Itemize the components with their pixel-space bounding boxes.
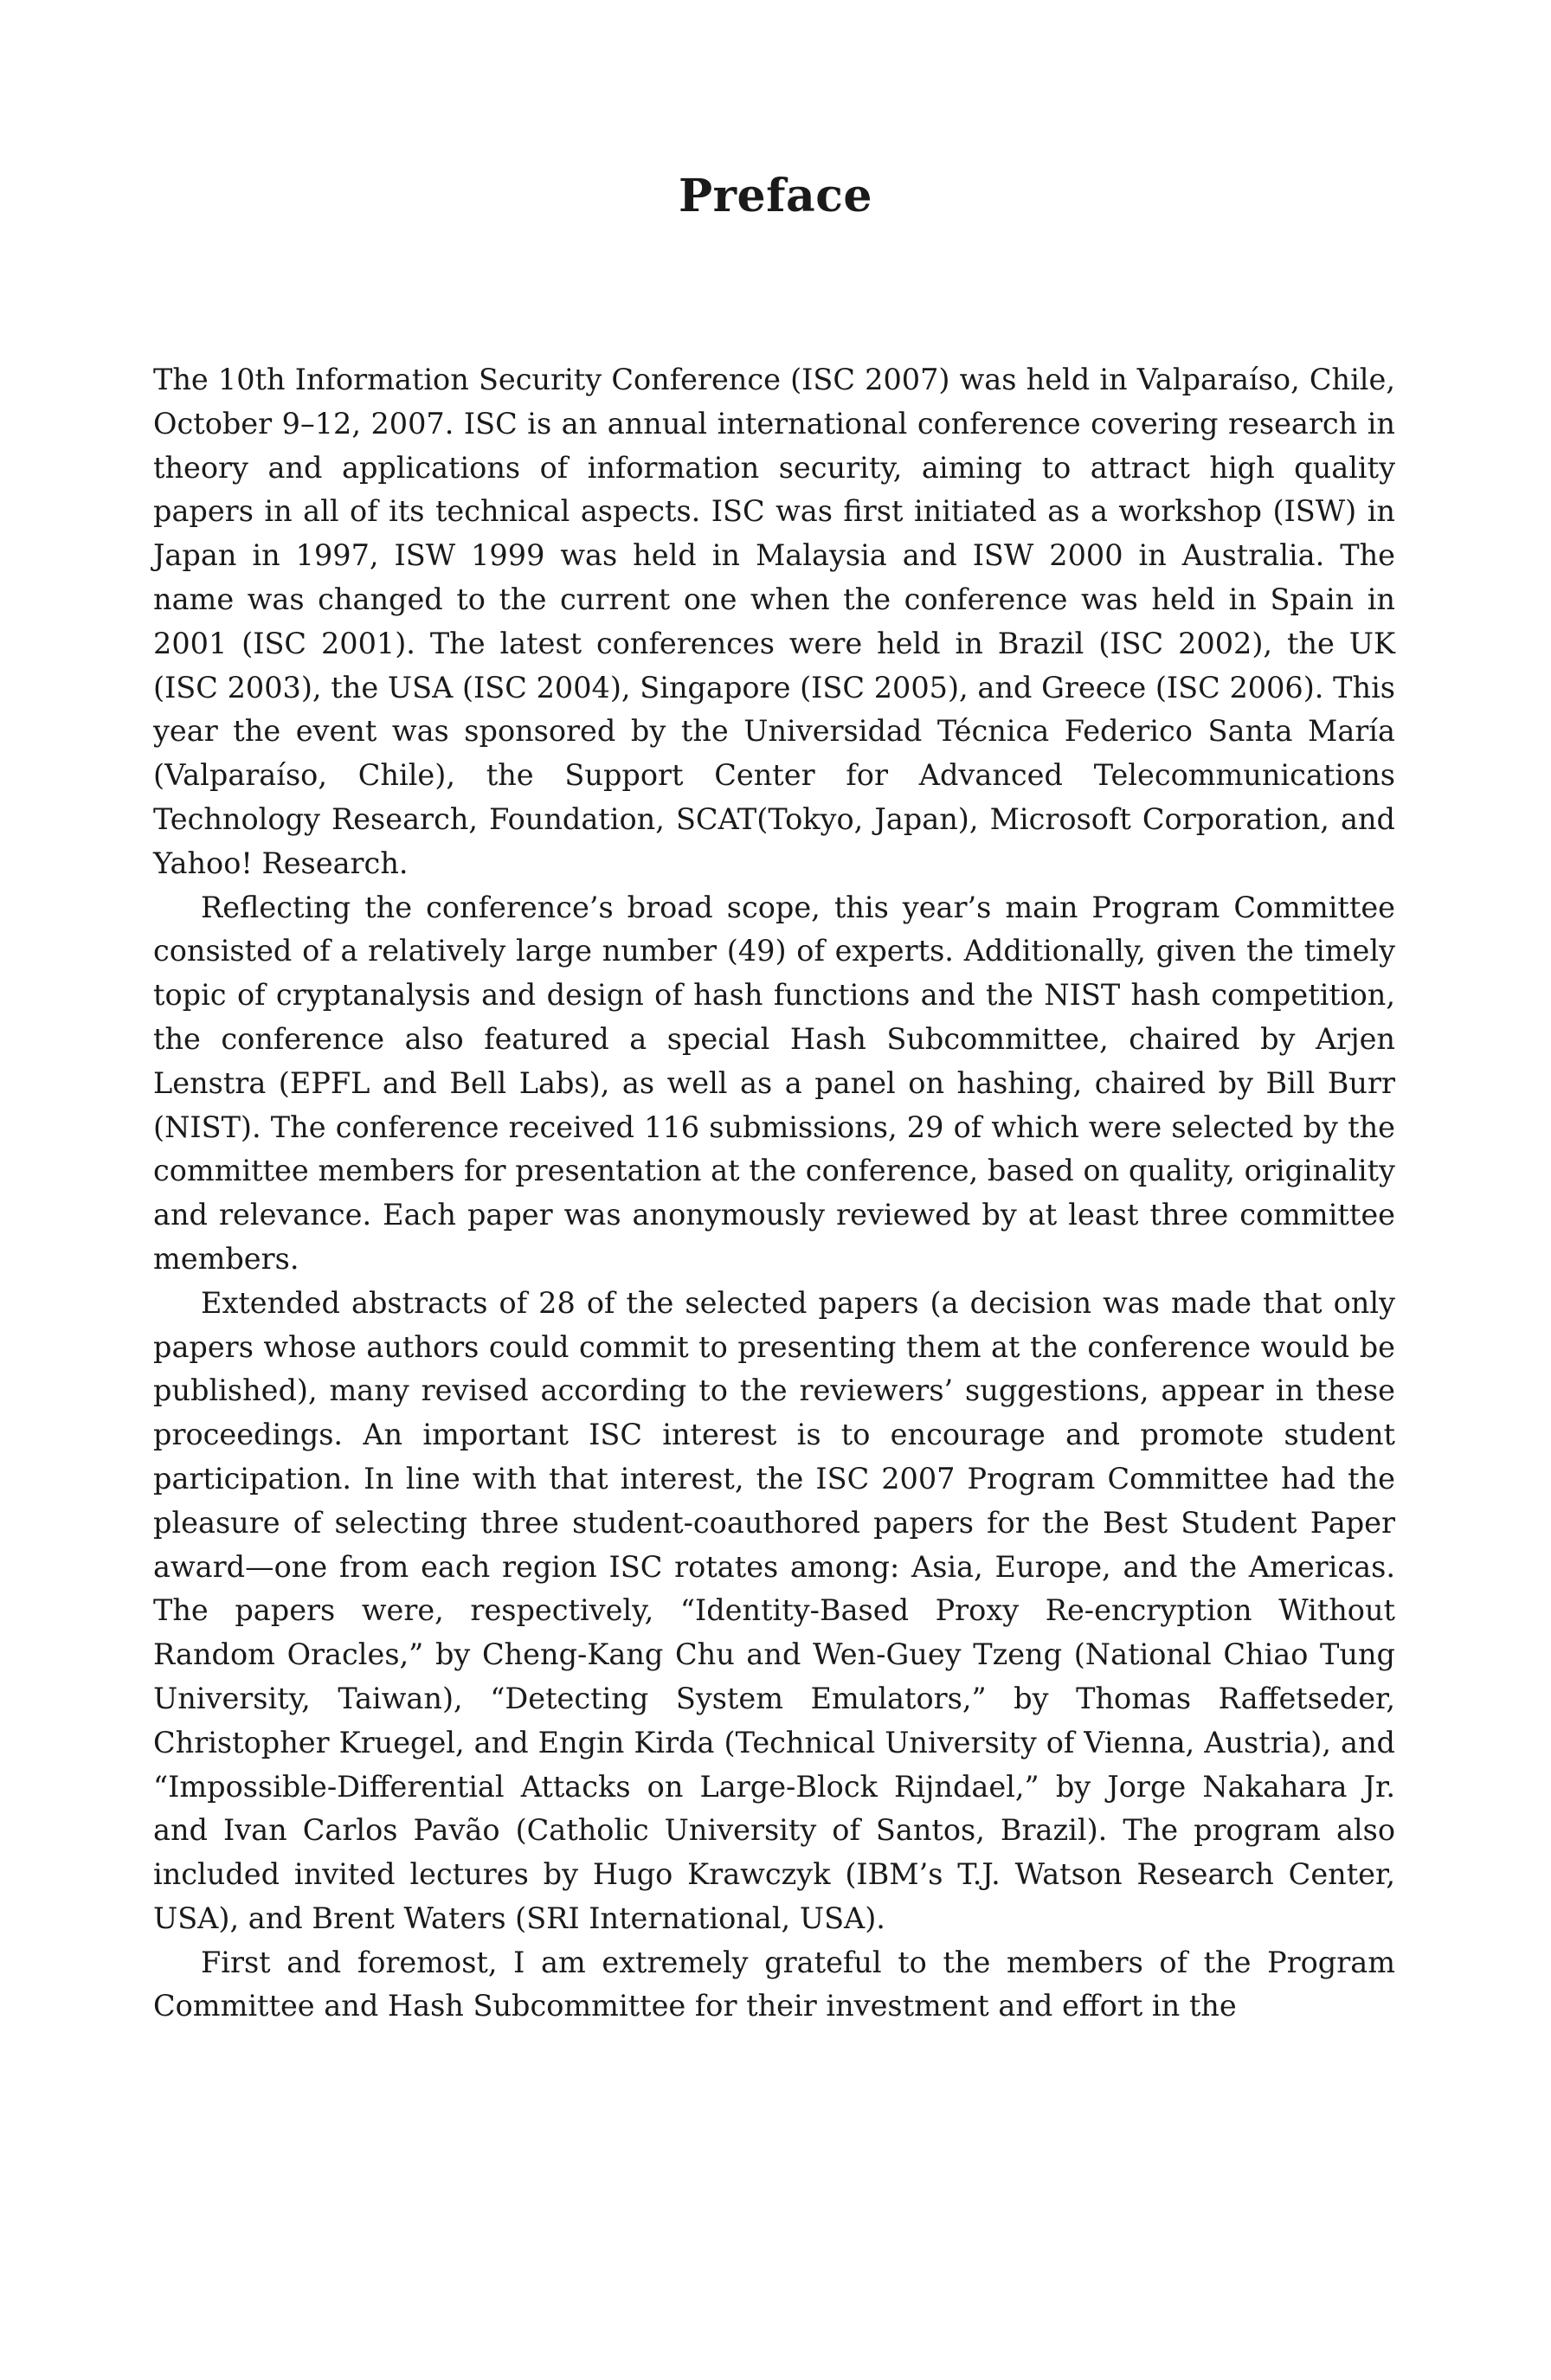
paragraph-2: Reflecting the conference’s broad scope, this year’s main Program Committee consisted of a relatively large number (49) of experts. Additionally, given the timely topic of cryptanalysis and design of hash functions and the NIST hash competition, the conference also featured a special Hash Subcommittee, chaired by Arjen Lenstra (EPFL and Bell Labs), as well as a panel on hashing, chaired by Bill Burr (NIST). The conference received 116 submissions, 29 of which were selected by the committee members for presentation at the conference, based on quality, originality and relevance. Each paper was anonymously reviewed by at least three committee members.	[153, 890, 1395, 1276]
paragraph-1: The 10th Information Security Conference (ISC 2007) was held in Valparaíso, Chile, October 9–12, 2007. ISC is an annual international conference covering research in theory and applications of information security, aiming to attract high quality papers in all of its technical aspects. ISC was first initiated as a workshop (ISW) in Japan in 1997, ISW 1999 was held in Malaysia and ISW 2000 in Australia. The name was changed to the current one when the conference was held in Spain in 2001 (ISC 2001). The latest conferences were held in Brazil (ISC 2002), the UK (ISC 2003), the USA (ISC 2004), Singapore (ISC 2005), and Greece (ISC 2006). This year the event was sponsored by the Universidad Técnica Federico Santa María (Valparaíso, Chile), the Support Center for Advanced Telecommunications Technology Research, Foundation, SCAT(Tokyo, Japan), Microsoft Corporation, and Yahoo! Research.	[153, 363, 1395, 880]
paragraph-4: First and foremost, I am extremely grateful to the members of the Program Committee and Hash Subcommittee for their investment and effort in the	[153, 1945, 1395, 2023]
preface-body	[153, 358, 1395, 2029]
page-title: Preface	[679, 170, 872, 222]
paragraph-3: Extended abstracts of 28 of the selected papers (a decision was made that only papers whose authors could commit to presenting them at the conference would be published), many revised according to the reviewers’ suggestions, appear in these proceedings. An important ISC interest is to encourage and promote student participation. In line with that interest, the ISC 2007 Program Committee had the pleasure of selecting three student-coauthored papers for the Best Student Paper award—one from each region ISC rotates among: Asia, Europe, and the Americas. The papers were, respectively, “Identity-Based Proxy Re-encryption Without Random Oracles,” by Cheng-Kang Chu and Wen-Guey Tzeng (National Chiao Tung University, Taiwan), “Detecting System Emulators,” by Thomas Raffetseder, Christopher Kruegel, and Engin Kirda (Technical University of Vienna, Austria), and “Impossible-Differential Attacks on Large-Block Rijndael,” by Jorge Nakahara Jr. and Ivan Carlos Pavão (Catholic University of Santos, Brazil). The program also included invited lectures by Hugo Krawczyk (IBM’s T.J. Watson Research Center, USA), and Brent Waters (SRI International, USA).	[153, 1285, 1395, 1935]
